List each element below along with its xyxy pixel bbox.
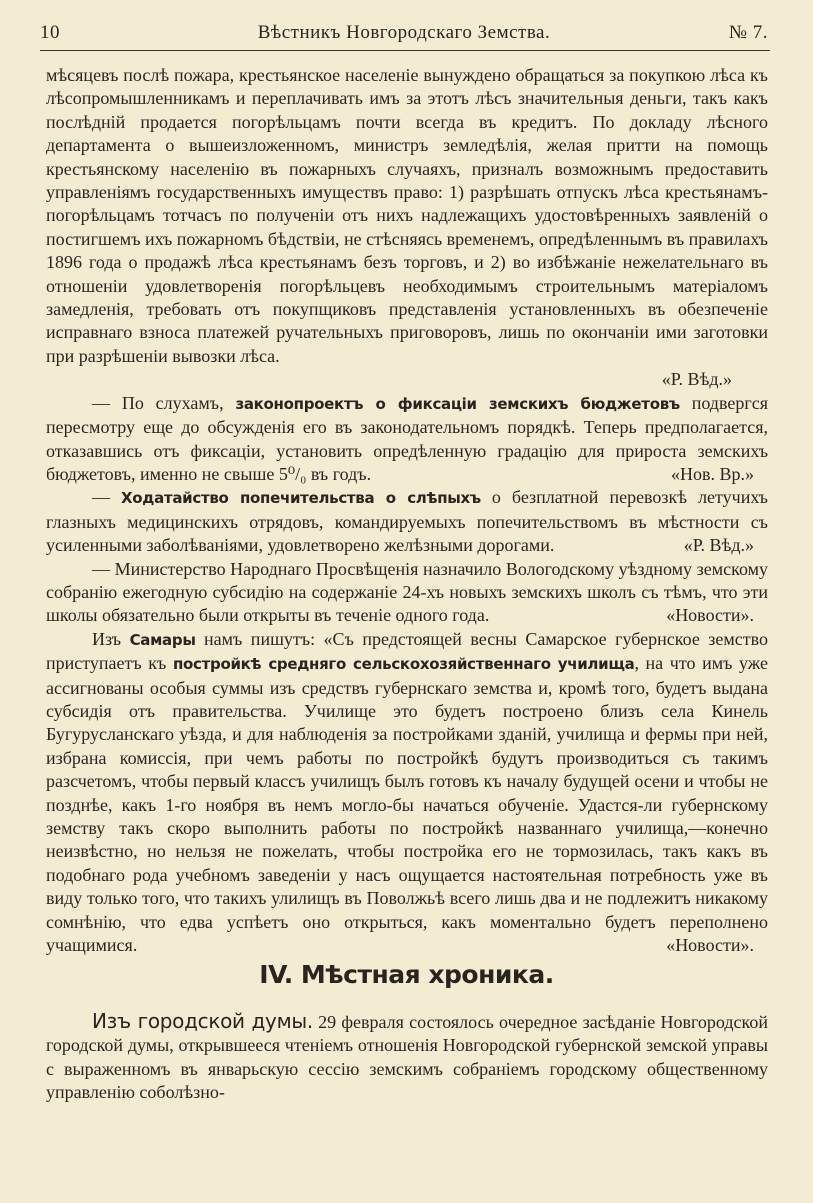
paragraph-text: мѣсяцевъ послѣ пожара, крестьянское населеніе вынуждено обращаться за покупкою лѣса къ лѣсопромышленникамъ и переплачивать имъ за этотъ лѣсъ значительныя деньги, такъ какъ послѣдній продается погорѣльцамъ почти всегда въ кредитъ. По докладу лѣсного департамента о вышеизложенномъ, министръ земледѣлія, желая притти на помощь крестьянскому населенію въ пожарныхъ случаяхъ, призналъ возможнымъ предоставить управленіямъ государственныхъ имуществъ право: 1) разрѣшать отпускъ лѣса крестьянамъ-погорѣльцамъ тотчасъ по полученіи отъ нихъ надлежащихъ удостовѣренныхъ заявленій о постигшемъ ихъ пожарномъ бѣдствіи, не стѣсняясь временемъ, опредѣленнымъ въ правилахъ 1896 года о продажѣ лѣса крестьянамъ безъ торговъ, и 2) во избѣжаніе нежелательнаго въ отношеніи удовлетворенія погорѣльцевъ необходимымъ строительнымъ матеріаломъ замедленія, требовать отъ покупщиковъ представленія установленныхъ въ обезпеченіе исправнаго взноса платежей ручательныхъ приговоровъ, лишь по окончаніи ими заготовки при разрѣшеніи вывозки лѣса. [46,65,768,366]
source-label: «Нов. Вр.» [670,463,754,484]
paragraph-text: о безплатной перевозкѣ летучихъ глазныхъ медицинскихъ отрядовъ, командируемыхъ попечительствомъ въ мѣстности съ усиленными заболѣваніями, удовлетворено желѣзными дорогами. [46,487,768,556]
source-label: «Новости». [666,605,754,626]
paragraph-text: , на что имъ уже ассигнованы особыя суммы изъ средствъ губернскаго земства и, кромѣ того, будетъ выдана субсидія отъ правительства. Училище это будетъ построено близъ села Кинель Бугурусланскаго уѣзда, и для наблюденія за постройками зданій, училища и фермы при ней, избрана комиссія, при чемъ работы по постройкѣ будутъ производиться съ такимъ разсчетомъ, чтобы первый классъ училищъ былъ готовъ къ началу будущей осени и чтобы не позднѣе, какъ 1-го ноября въ немъ могло-бы начаться обученіе. Удастся-ли губернскому земству такъ скоро выполнить работы по постройкѣ названнаго училища,—конечно неизвѣстно, но нельзя не пожелать, чтобы постройка его не тормозилась, такъ какъ въ подобнаго рода учебномъ заведеніи у насъ ощущается настоятельная потребность уже въ виду только того, что такихъ улилищъ въ Поволжьѣ всего лишь два и не подлежитъ никакому сомнѣнію, что едва успѣетъ оно открыться, какъ моментально будетъ переполнено учащимися. [46,653,768,956]
paragraph-prefix: — По слухамъ, [92,392,236,413]
journal-title: Вѣстникъ Новгородскаго Земства. [257,22,551,43]
source-label: «Р. Вѣд.» [661,369,732,390]
issue-number: № 7. [728,22,768,43]
page-header [40,20,768,48]
page-number: 10 [40,22,60,43]
paragraph-forest-sale [46,64,768,368]
bold-phrase: Ходатайство попечительства о слѣпыхъ [121,489,481,508]
bold-phrase: законопроектъ о фиксаціи земскихъ бюджетовъ [235,394,680,413]
source-line [46,368,768,391]
source-label: «Новости». [666,935,754,956]
paragraph-ministry-subsidy [46,558,768,628]
paragraph-city-duma [46,1010,768,1105]
bold-phrase: постройкѣ средняго сельскохозяйственнаго училища [172,655,635,674]
paragraph-prefix: Изъ [92,628,130,649]
paragraph-samara-school [46,628,768,958]
news-column [46,64,768,957]
lead-phrase: Изъ городской думы. [92,1009,313,1033]
section-title: IV. Мѣстная хроника. [259,960,554,989]
paragraph-text: 29 февраля состоялось очередное засѣданіе Новгородской городской думы, открывшееся чтеніемъ отношенія Новгородской губернской земской управы с выраженномъ въ январьскую сессію земскимъ собраніемъ городскому общественному управленію соболѣзно- [46,1012,768,1103]
paragraph-zemstvo-budgets [46,392,768,487]
paragraph-prefix: — [92,487,122,508]
paragraph-text: намъ пишутъ: «Съ предстоящей весны Самарское губернское земство приступаетъ къ [46,628,768,674]
paragraph-blind-trust [46,486,768,557]
paragraph-text: подвергся пересмотру еще до обсужденія его въ законодательномъ порядкѣ. Теперь предполагается, отказавшись отъ фиксаціи, установить опредѣленную градацію для прироста земскихъ бюджетовъ, именно не свыше 5⁰/₀ въ годъ. [46,392,768,484]
local-chronicle-column [46,1010,768,1105]
bold-phrase: Самары [129,630,196,649]
paragraph-text: — Министерство Народнаго Просвѣщенія назначило Вологодскому уѣздному земскому собранію ежегодную субсидію на содержаніе 24-хъ новыхъ земскихъ школъ съ тѣмъ, что эти школы обязательно были открыты въ теченіе одного года. [46,558,768,626]
source-label: «Р. Вѣд.» [683,535,754,556]
header-rule [40,50,770,51]
